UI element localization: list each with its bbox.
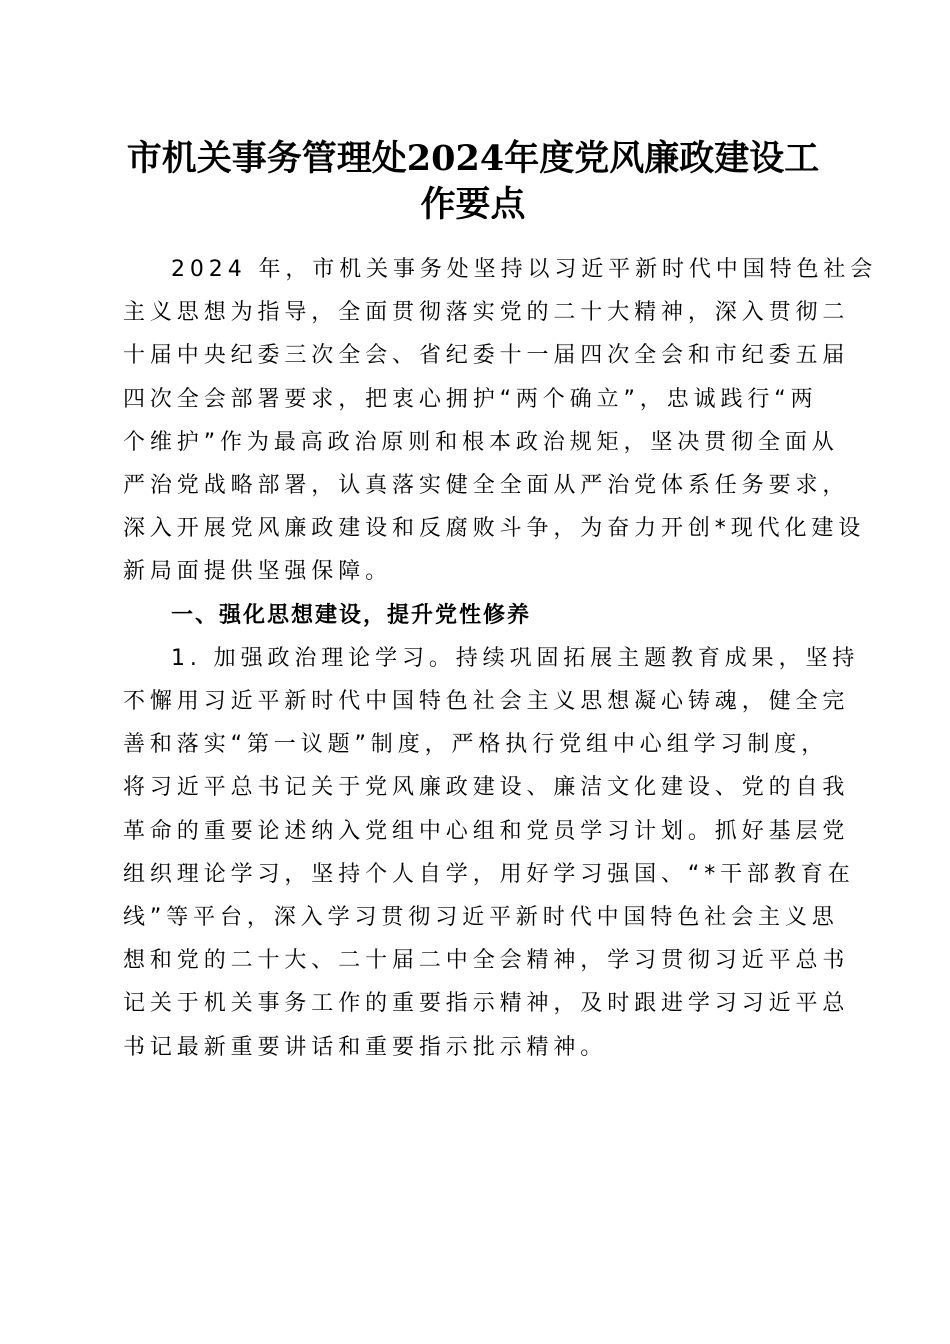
text-line: 个维护”作为最高政治原则和根本政治规矩，坚决贯彻全面从: [123, 429, 839, 455]
text-line: 不懈用习近平新时代中国特色社会主义思想凝心铸魂，健全完: [123, 689, 850, 715]
text-line: 记关于机关事务工作的重要指示精神，及时跟进学习习近平总: [123, 991, 850, 1017]
text-line: 十届中央纪委三次全会、省纪委十一届四次全会和市纪委五届: [123, 343, 850, 369]
text-line: 将习近平总书记关于党风廉政建设、廉洁文化建设、党的自我: [123, 775, 850, 801]
section-heading-text: 一、强化思想建设，提升党性修养: [171, 602, 532, 628]
text-line: 四次全会部署要求，把衷心拥护“两个确立”，忠诚践行“两: [123, 386, 818, 412]
text-line: 书记最新重要讲话和重要指示批示精神。: [123, 1034, 608, 1060]
section-heading: [123, 594, 823, 637]
text-line: 组织理论学习，坚持个人自学，用好学习强国、“*干部教育在: [123, 861, 855, 887]
title-line-1: 市机关事务管理处2024年度党风廉政建设工: [126, 138, 820, 179]
text-line: 线”等平台，深入学习贯彻习近平新时代中国特色社会主义思: [123, 905, 839, 931]
text-line: 2024 年，市机关事务处坚持以习近平新时代中国特色社会: [171, 257, 878, 282]
document-body: [123, 248, 878, 1069]
text-line: 新局面提供坚强保障。: [123, 559, 393, 585]
intro-paragraph: [123, 248, 878, 594]
document-title: [113, 136, 833, 228]
item-1-paragraph: [123, 637, 860, 1069]
text-line: 善和落实“第一议题”制度，严格执行党组中心组学习制度，: [123, 732, 829, 758]
text-line: 革命的重要论述纳入党组中心组和党员学习计划。抓好基层党: [123, 818, 850, 844]
text-line: 主义思想为指导，全面贯彻落实党的二十大精神，深入贯彻二: [123, 300, 850, 326]
title-line-2: 作要点: [420, 184, 526, 225]
text-line: 1. 加强政治理论学习。持续巩固拓展主题教育成果，坚持: [171, 645, 860, 671]
text-line: 严治党战略部署，认真落实健全全面从严治党体系任务要求，: [123, 473, 850, 499]
text-line: 深入开展党风廉政建设和反腐败斗争，为奋力开创*现代化建设: [123, 516, 866, 542]
text-line: 想和党的二十大、二十届二中全会精神，学习贯彻习近平总书: [123, 948, 850, 974]
